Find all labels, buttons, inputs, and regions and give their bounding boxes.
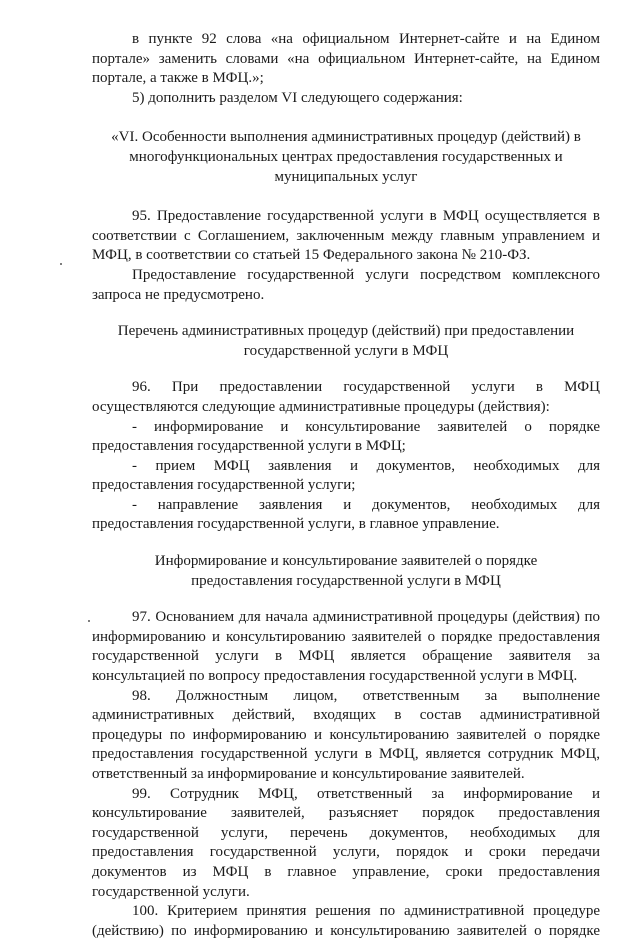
margin-mark — [88, 620, 90, 622]
paragraph-99: 99. Сотрудник МФЦ, ответственный за информирование и консультирование заявителей, разъясняет порядок предоставления государственной услуги, перечень документов, необходимых для предоставления государственной услуги, порядок и сроки передачи документов из МФЦ в главное управление, сроки предоставления государственной услуги. — [92, 785, 600, 900]
paragraph-97: 97. Основанием для начала административной процедуры (действия) по информированию и консультированию заявителей о порядке предоставления государственной услуги в МФЦ является обращение заявителя за консультацией по вопросу предоставления государственной услуги в МФЦ. — [92, 609, 600, 685]
list-item: - направление заявления и документов, необходимых для предоставления государственной услуги, в главное управление. — [92, 496, 600, 533]
list-item: - прием МФЦ заявления и документов, необходимых для предоставления государственной услуги; — [92, 457, 600, 494]
paragraph-100: 100. Критерием принятия решения по административной процедуре (действию) по информированию и консультированию заявителей о порядке — [92, 903, 600, 939]
section-title: «VI. Особенности выполнения административных процедур (действий) в многофункциональных центрах предоставления государственных и муниципальных услуг — [111, 129, 581, 185]
margin-mark — [60, 263, 62, 265]
paragraph-96: 96. При предоставлении государственной услуги в МФЦ осуществляются следующие административные процедуры (действия): — [92, 379, 600, 415]
document-page — [92, 30, 600, 941]
paragraph-amendment-92: в пункте 92 слова «на официальном Интернет-сайте и на Едином портале» заменить словами «на официальном Интернет-сайте, на Едином портале, а также в МФЦ.»; — [92, 31, 600, 87]
paragraph-95: 95. Предоставление государственной услуги в МФЦ осуществляется в соответствии с Соглашением, заключенным между главным управлением и МФЦ, в соответствии со статьей 15 Федерального закона № 210-ФЗ. — [92, 208, 600, 264]
paragraph-98: 98. Должностным лицом, ответственным за выполнение административных действий, входящих в состав административной процедуры по информированию и консультированию заявителей о порядке предоставления государственной услуги в МФЦ, является сотрудник МФЦ, ответственный за информирование и консультирование заявителей. — [92, 687, 600, 782]
subtitle-procedures-list: Перечень административных процедур (действий) при предоставлении государственной услуги в МФЦ — [117, 323, 575, 359]
subtitle-informing: Информирование и консультирование заявителей о порядке предоставления государственной услуги в МФЦ — [154, 553, 538, 589]
paragraph-item-5: 5) дополнить разделом VI следующего содержания: — [132, 89, 463, 106]
paragraph-95-complex-request: Предоставление государственной услуги посредством комплексного запроса не предусмотрено. — [92, 266, 600, 303]
list-item: - информирование и консультирование заявителей о порядке предоставления государственной услуги в МФЦ; — [92, 418, 600, 455]
